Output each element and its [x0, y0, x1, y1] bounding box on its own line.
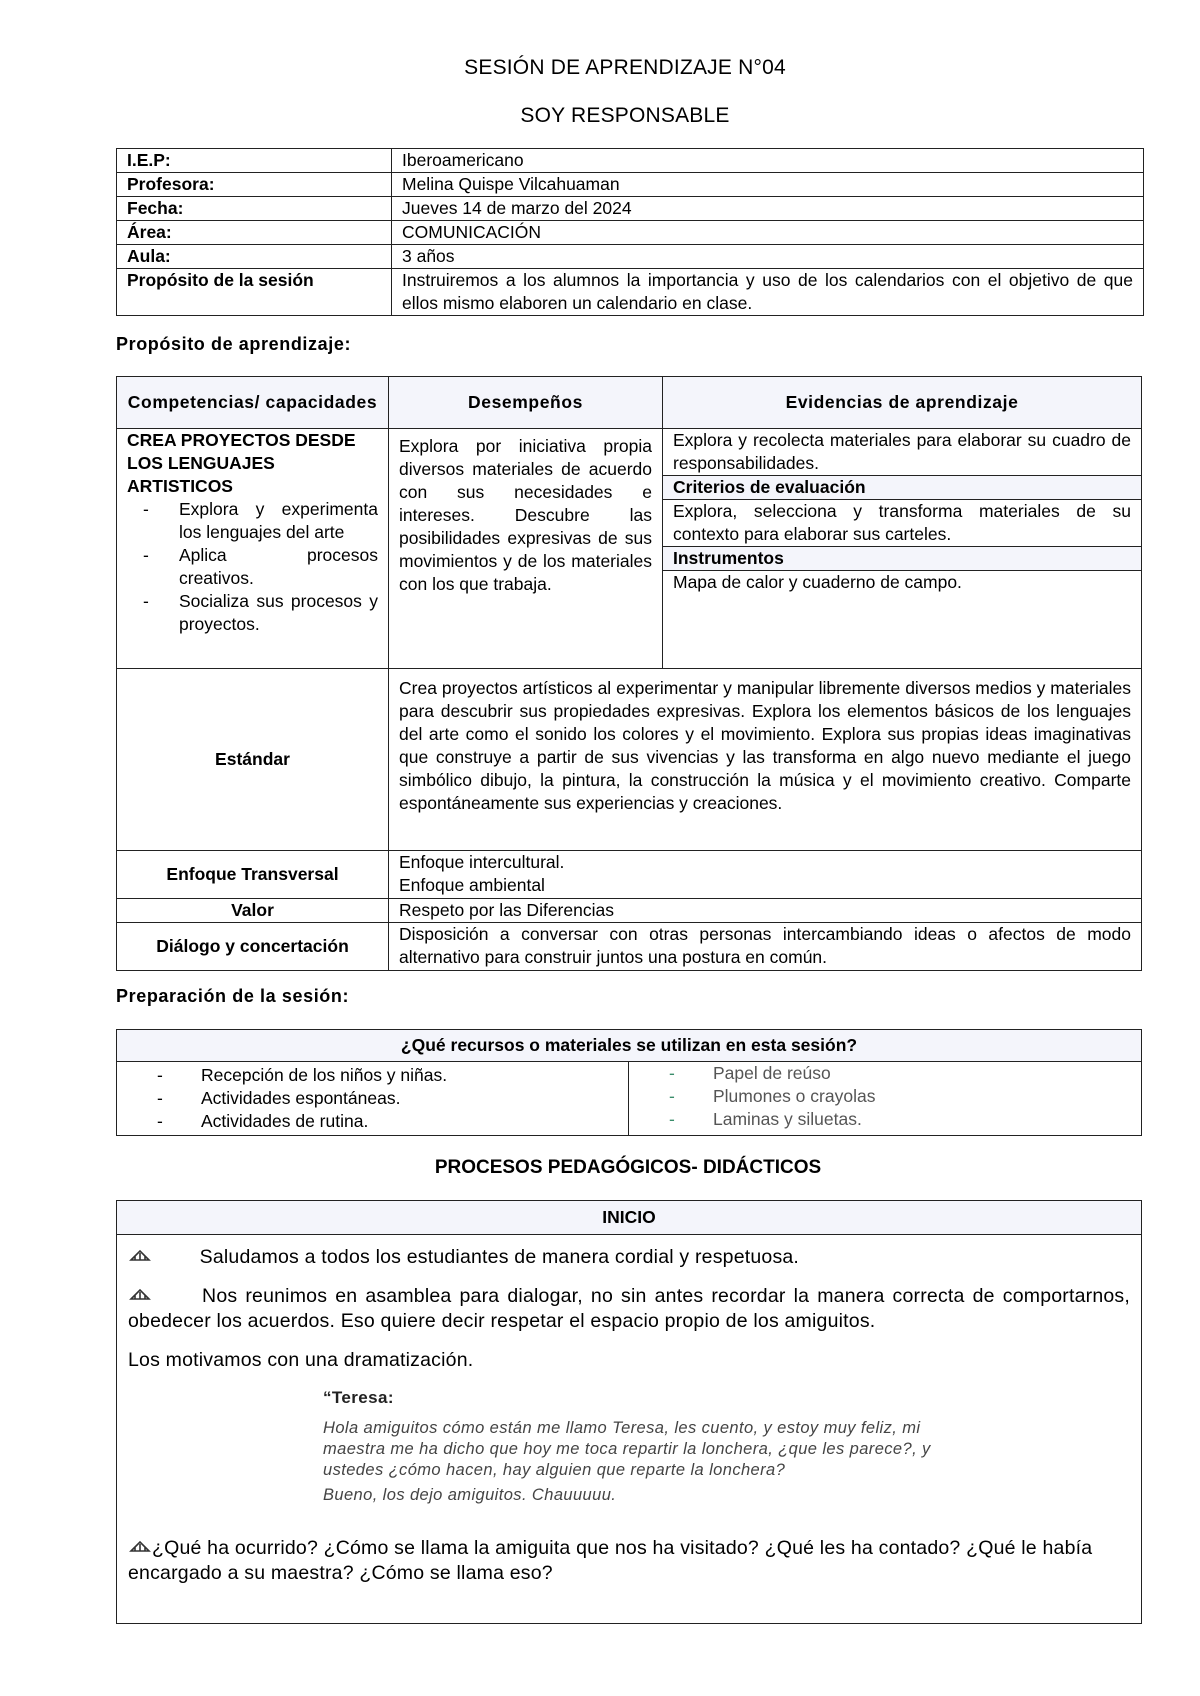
- column-header-competencies: Competencias/ capacidades: [117, 377, 389, 429]
- competencies-table: [116, 376, 1142, 971]
- criteria-label: Criterios de evaluación: [663, 475, 1141, 500]
- info-row: [117, 221, 1144, 245]
- column-header-evidence: Evidencias de aprendizaje: [663, 377, 1142, 429]
- quote-title: “Teresa:: [323, 1388, 394, 1407]
- info-label: I.E.P:: [117, 149, 392, 173]
- info-label: Profesora:: [117, 173, 392, 197]
- info-value: Jueves 14 de marzo del 2024: [392, 197, 1144, 221]
- list-item: - Plumones o crayolas: [669, 1085, 1135, 1108]
- inicio-heading: INICIO: [117, 1201, 1141, 1235]
- info-value: Melina Quispe Vilcahuaman: [392, 173, 1144, 197]
- standard-row: [117, 669, 1142, 851]
- list-item: - Laminas y siluetas.: [669, 1108, 1135, 1131]
- info-label: Propósito de la sesión: [117, 269, 392, 316]
- evidence-cell: [663, 429, 1142, 669]
- standard-label: Estándar: [117, 669, 389, 851]
- value-text: Respeto por las Diferencias: [389, 899, 1142, 923]
- value-label: Valor: [117, 899, 389, 923]
- resources-left-list: [157, 1064, 622, 1133]
- dialog-row: [117, 923, 1142, 971]
- dramatization-quote: [323, 1387, 963, 1506]
- resources-right-cell: [629, 1062, 1142, 1136]
- resources-left-cell: [117, 1062, 629, 1136]
- criteria-text: Explora, selecciona y transforma materiales de su contexto para elaborar sus carteles.: [673, 501, 1131, 544]
- resources-table: [116, 1029, 1142, 1136]
- info-value: COMUNICACIÓN: [392, 221, 1144, 245]
- info-table: [116, 148, 1144, 316]
- list-item: - Recepción de los niños y niñas.: [157, 1064, 622, 1087]
- inicio-body: [117, 1235, 1141, 1586]
- column-header-performance: Desempeños: [389, 377, 663, 429]
- preparation-heading: Preparación de la sesión:: [116, 986, 350, 1006]
- hand-bullet-icon: [128, 1247, 152, 1263]
- info-label: Área:: [117, 221, 392, 245]
- session-subtitle: SOY RESPONSABLE: [520, 104, 730, 127]
- list-item: - Socializa sus procesos y proyectos.: [127, 590, 378, 636]
- performance-cell: Explora por iniciativa propia diversos materiales de acuerdo con sus necesidades e intereses. Descubre las posibilidades expresivas de sus movimientos y de los materiales con los que trabaja.: [389, 429, 663, 669]
- purpose-heading: Propósito de aprendizaje:: [116, 334, 352, 354]
- competency-title: CREA PROYECTOS DESDE LOS LENGUAJES ARTISTICOS: [127, 430, 356, 496]
- approach-cell: [389, 851, 1142, 899]
- approach-item: Enfoque ambiental: [399, 875, 545, 895]
- approach-item: Enfoque intercultural.: [399, 852, 565, 872]
- inicio-paragraph: [128, 1536, 1130, 1586]
- list-item: - Actividades de rutina.: [157, 1110, 622, 1133]
- inicio-paragraph: [128, 1284, 1130, 1334]
- info-label: Aula:: [117, 245, 392, 269]
- list-item: - Aplica procesos creativos.: [127, 544, 378, 590]
- resources-header-row: [117, 1030, 1142, 1062]
- competencies-header-row: [117, 377, 1142, 429]
- inicio-paragraph: [128, 1245, 1130, 1270]
- info-row: [117, 245, 1144, 269]
- resources-question: ¿Qué recursos o materiales se utilizan en esta sesión?: [117, 1030, 1142, 1062]
- list-item: - Papel de reúso: [669, 1062, 1135, 1085]
- info-value: Instruiremos a los alumnos la importancia y uso de los calendarios con el objetivo de que ellos mismo elaboren un calendario en clase.: [392, 269, 1144, 316]
- info-label: Fecha:: [117, 197, 392, 221]
- info-row: [117, 173, 1144, 197]
- competency-row: [117, 429, 1142, 669]
- hand-bullet-icon: [128, 1538, 152, 1554]
- info-value: Iberoamericano: [392, 149, 1144, 173]
- resources-row: [117, 1062, 1142, 1136]
- evidence-text: Explora y recolecta materiales para elaborar su cuadro de responsabilidades.: [673, 430, 1131, 473]
- questions-text: ¿Qué ha ocurrido? ¿Cómo se llama la amiguita que nos ha visitado? ¿Qué les ha contado? ¿Qué le había encargado a su maestra? ¿Cómo se llama eso?: [128, 1537, 1093, 1584]
- hand-bullet-icon: [128, 1286, 152, 1302]
- dialog-text: Disposición a conversar con otras personas intercambiando ideas o afectos de modo alternativo para construir juntos una postura en común.: [389, 923, 1142, 971]
- session-title: SESIÓN DE APRENDIZAJE N°04: [464, 56, 786, 79]
- capacities-list: [127, 498, 378, 636]
- list-item: - Actividades espontáneas.: [157, 1087, 622, 1110]
- value-row: [117, 899, 1142, 923]
- resources-right-list: [669, 1062, 1135, 1131]
- inicio-section: [116, 1200, 1142, 1624]
- processes-heading: PROCESOS PEDAGÓGICOS- DIDÁCTICOS: [434, 1157, 822, 1178]
- info-value: 3 años: [392, 245, 1144, 269]
- greeting-text: Saludamos a todos los estudiantes de manera cordial y respetuosa.: [199, 1246, 800, 1268]
- instruments-text: Mapa de calor y cuaderno de campo.: [673, 572, 962, 592]
- quote-line: Hola amiguitos cómo están me llamo Teresa, les cuento, y estoy muy feliz, mi maestra me ha dicho que hoy me toca repartir la lonchera, ¿que les parece?, y ustedes ¿cómo hacen, hay alguien que reparte la lonchera?: [323, 1419, 931, 1479]
- assembly-text: Nos reunimos en asamblea para dialogar, no sin antes recordar la manera correcta de comportarnos, obedecer los acuerdos. Eso quiere decir respetar el espacio propio de los amiguitos.: [128, 1285, 1130, 1332]
- list-item: - Explora y experimenta los lenguajes del arte: [127, 498, 378, 544]
- standard-text: Crea proyectos artísticos al experimentar y manipular libremente diversos medios y materiales para descubrir sus propiedades expresivas. Explora los elementos básicos de los lenguajes del arte como el sonido los colores y el movimiento. Explora sus propias ideas imaginativas que construye a partir de sus vivencias y las transforma en algo nuevo mediante el juego simbólico dibujo, la pintura, la construcción la música y el movimiento creativo. Comparte espontáneamente sus experiencias y creaciones.: [389, 669, 1142, 851]
- info-row: [117, 149, 1144, 173]
- quote-line: Bueno, los dejo amiguitos. Chauuuuu.: [323, 1486, 617, 1504]
- instruments-label: Instrumentos: [663, 546, 1141, 571]
- approach-label: Enfoque Transversal: [117, 851, 389, 899]
- approach-row: [117, 851, 1142, 899]
- info-row: [117, 197, 1144, 221]
- info-row: [117, 269, 1144, 316]
- competency-cell: [117, 429, 389, 669]
- dialog-label: Diálogo y concertación: [117, 923, 389, 971]
- motivation-text: Los motivamos con una dramatización.: [128, 1349, 474, 1371]
